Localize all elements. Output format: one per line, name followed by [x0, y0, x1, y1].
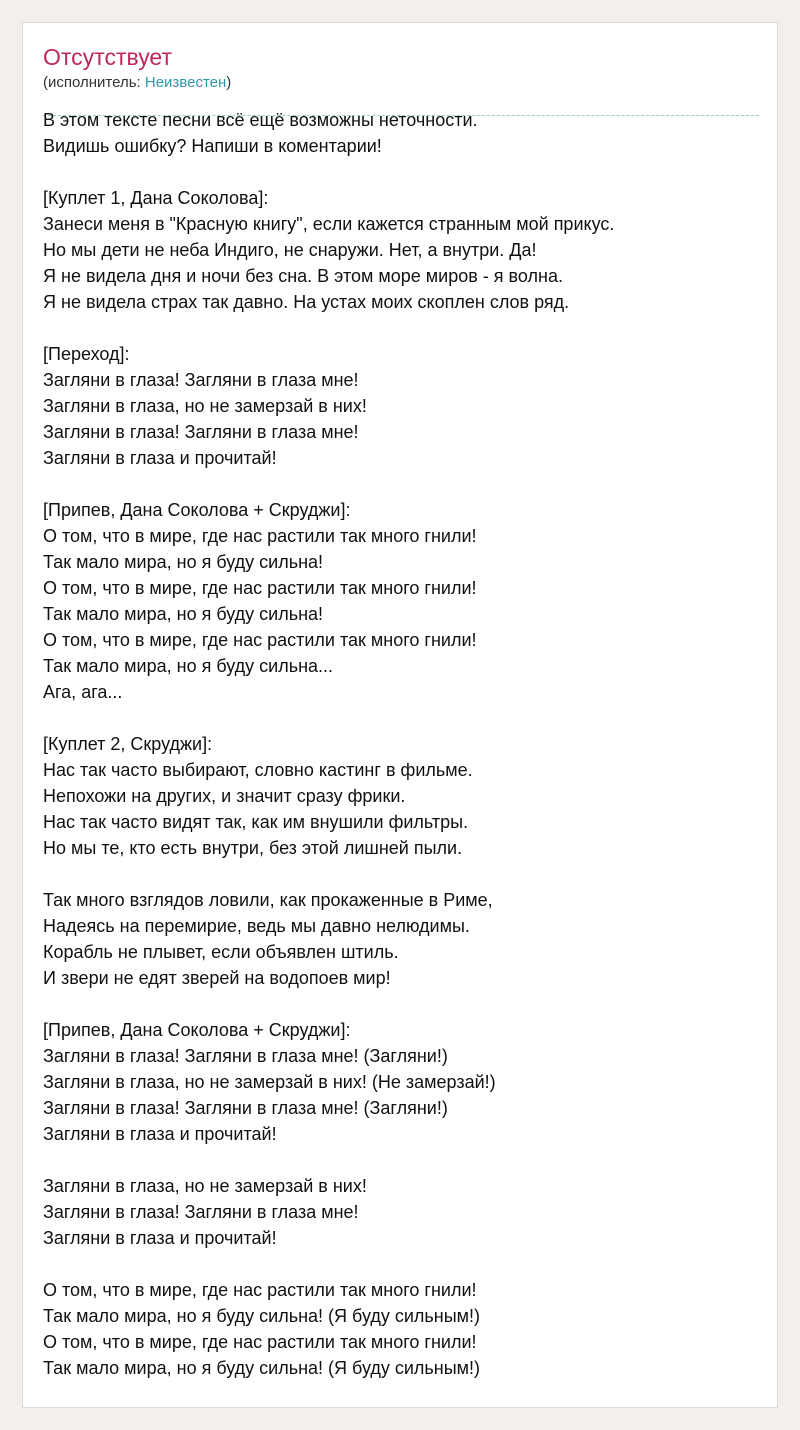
lyrics-blank-line [43, 991, 759, 1017]
lyrics-line: Загляни в глаза! Загляни в глаза мне! (Загляни!) [43, 1046, 448, 1066]
lyrics-line: Но мы дети не неба Индиго, не снаружи. Нет, а внутри. Да! [43, 240, 537, 260]
lyrics-blank-line [43, 471, 759, 497]
lyrics-line: Я не видела дня и ночи без сна. В этом море миров - я волна. [43, 266, 563, 286]
lyrics-line: Надеясь на перемирие, ведь мы давно нелюдимы. [43, 916, 470, 936]
lyrics-line: Загляни в глаза! Загляни в глаза мне! (Загляни!) [43, 1098, 448, 1118]
lyrics-line: [Куплет 1, Дана Соколова]: [43, 188, 269, 208]
lyrics-blank-line [43, 1147, 759, 1173]
lyrics-line: [Куплет 2, Скруджи]: [43, 734, 213, 754]
artist-prefix: (исполнитель: [43, 74, 145, 91]
lyrics-line: Загляни в глаза! Загляни в глаза мне! [43, 370, 359, 390]
lyrics-line: Загляни в глаза, но не замерзай в них! [43, 396, 367, 416]
lyrics-line: Так мало мира, но я буду сильна! (Я буду сильным!) [43, 1306, 481, 1326]
lyrics-line: Корабль не плывет, если объявлен штиль. [43, 942, 399, 962]
lyrics-blank-line [43, 1251, 759, 1277]
lyrics-line: О том, что в мире, где нас растили так много гнили! [43, 630, 477, 650]
song-header [43, 43, 759, 116]
artist-line [43, 74, 231, 92]
lyrics-line: [Припев, Дана Соколова + Скруджи]: [43, 1020, 351, 1040]
lyrics-blank-line [43, 861, 759, 887]
lyrics-line: Загляни в глаза, но не замерзай в них! [43, 1176, 367, 1196]
lyrics-line: Загляни в глаза, но не замерзай в них! (Не замерзай!) [43, 1072, 496, 1092]
artist-link[interactable]: Неизвестен [144, 74, 227, 91]
lyrics-line: Так мало мира, но я буду сильна! [43, 604, 324, 624]
lyrics-line: Так мало мира, но я буду сильна! (Я буду сильным!) [43, 1358, 481, 1378]
lyrics-line: И звери не едят зверей на водопоев мир! [43, 968, 391, 988]
lyrics-line: Нас так часто выбирают, словно кастинг в фильме. [43, 760, 473, 780]
lyrics-blank-line [43, 315, 759, 341]
lyrics-blank-line [43, 159, 759, 185]
lyrics-line: О том, что в мире, где нас растили так много гнили! [43, 526, 477, 546]
lyrics-line: Непохожи на других, и значит сразу фрики. [43, 786, 406, 806]
lyrics-text [43, 107, 759, 1381]
lyrics-line: О том, что в мире, где нас растили так много гнили! [43, 1280, 477, 1300]
lyrics-line: Нас так часто видят так, как им внушили фильтры. [43, 812, 469, 832]
lyrics-line: Загляни в глаза! Загляни в глаза мне! [43, 1202, 359, 1222]
lyrics-line: Я не видела страх так давно. На устах моих скоплен слов ряд. [43, 292, 570, 312]
lyrics-blank-line [43, 705, 759, 731]
lyrics-line: Загляни в глаза и прочитай! [43, 1228, 277, 1248]
lyrics-line: Загляни в глаза! Загляни в глаза мне! [43, 422, 359, 442]
lyrics-line: Так мало мира, но я буду сильна... [43, 656, 334, 676]
lyrics-line: Загляни в глаза и прочитай! [43, 448, 277, 468]
lyrics-line: Ага, ага... [43, 682, 123, 702]
lyrics-line: О том, что в мире, где нас растили так много гнили! [43, 578, 477, 598]
artist-suffix: ) [226, 74, 232, 91]
lyrics-line: В этом тексте песни всё ещё возможны неточности. [43, 110, 478, 130]
lyrics-line: О том, что в мире, где нас растили так много гнили! [43, 1332, 477, 1352]
lyrics-line: Но мы те, кто есть внутри, без этой лишней пыли. [43, 838, 463, 858]
lyrics-line: [Переход]: [43, 344, 130, 364]
song-title: Отсутствует [43, 44, 172, 70]
lyrics-card [22, 22, 778, 1408]
lyrics-line: [Припев, Дана Соколова + Скруджи]: [43, 500, 351, 520]
lyrics-line: Загляни в глаза и прочитай! [43, 1124, 277, 1144]
lyrics-line: Занеси меня в "Красную книгу", если кажется странным мой прикус. [43, 214, 615, 234]
lyrics-line: Видишь ошибку? Напиши в коментарии! [43, 136, 382, 156]
lyrics-line: Так много взглядов ловили, как прокаженные в Риме, [43, 890, 493, 910]
lyrics-line: Так мало мира, но я буду сильна! [43, 552, 324, 572]
